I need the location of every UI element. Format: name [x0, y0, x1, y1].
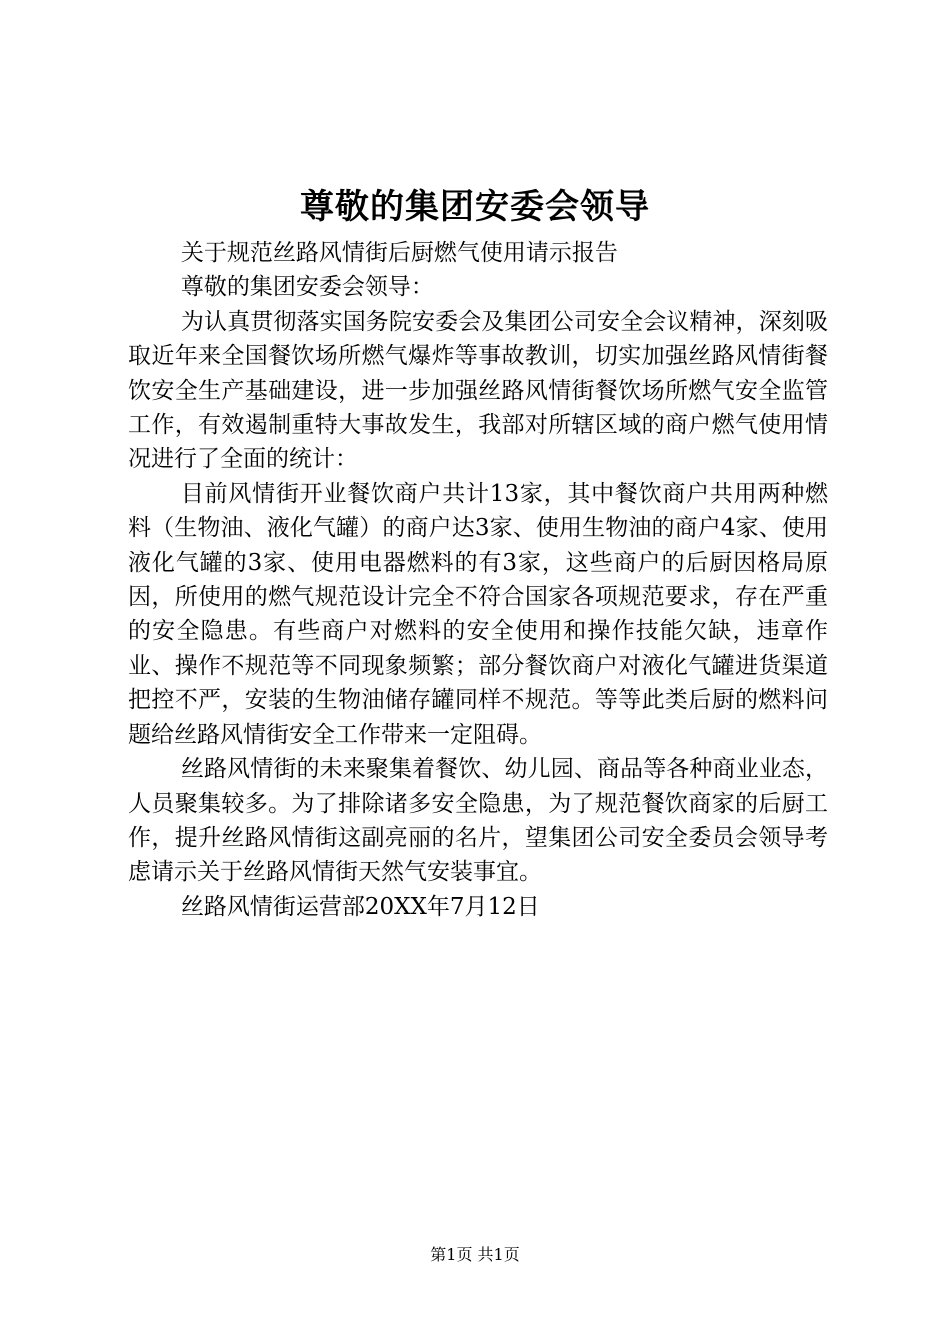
document-body: [128, 236, 828, 924]
salutation: 尊敬的集团安委会领导：: [180, 274, 434, 301]
signature-date: 丝路风情街运营部20XX年7月12日: [180, 893, 540, 920]
body-paragraph-request: 丝路风情街的未来聚集着餐饮、幼儿园、商品等各种商业业态，人员聚集较多。为了排除诸多安全隐患，为了规范餐饮商家的后厨工作，提升丝路风情街这副亮丽的名片，望集团公司安全委员会领导考虑请示关于丝路风情街天然气安装事宜。: [128, 756, 828, 886]
document-title: 尊敬的集团安委会领导: [300, 187, 650, 227]
body-paragraph-status: 目前风情街开业餐饮商户共计13家，其中餐饮商户共用两种燃料（生物油、液化气罐）的商户达3家、使用生物油的商户4家、使用液化气罐的3家、使用电器燃料的有3家，这些商户的后厨因格局原因，所使用的燃气规范设计完全不符合国家各项规范要求，存在严重的安全隐患。有些商户对燃料的安全使用和操作技能欠缺，违章作业、操作不规范等不同现象频繁；部分餐饮商户对液化气罐进货渠道把控不严，安装的生物油储存罐同样不规范。等等此类后厨的燃料问题给丝路风情街安全工作带来一定阻碍。: [128, 480, 828, 748]
page-number-footer: 第1页 共1页: [430, 1245, 520, 1264]
report-subject: 关于规范丝路风情街后厨燃气使用请示报告: [180, 240, 618, 266]
body-paragraph-intro: 为认真贯彻落实国务院安委会及集团公司安全会议精神，深刻吸取近年来全国餐饮场所燃气爆炸等事故教训，切实加强丝路风情街餐饮安全生产基础建设，进一步加强丝路风情街餐饮场所燃气安全监管工作，有效遏制重特大事故发生，我部对所辖区域的商户燃气使用情况进行了全面的统计：: [128, 308, 828, 473]
